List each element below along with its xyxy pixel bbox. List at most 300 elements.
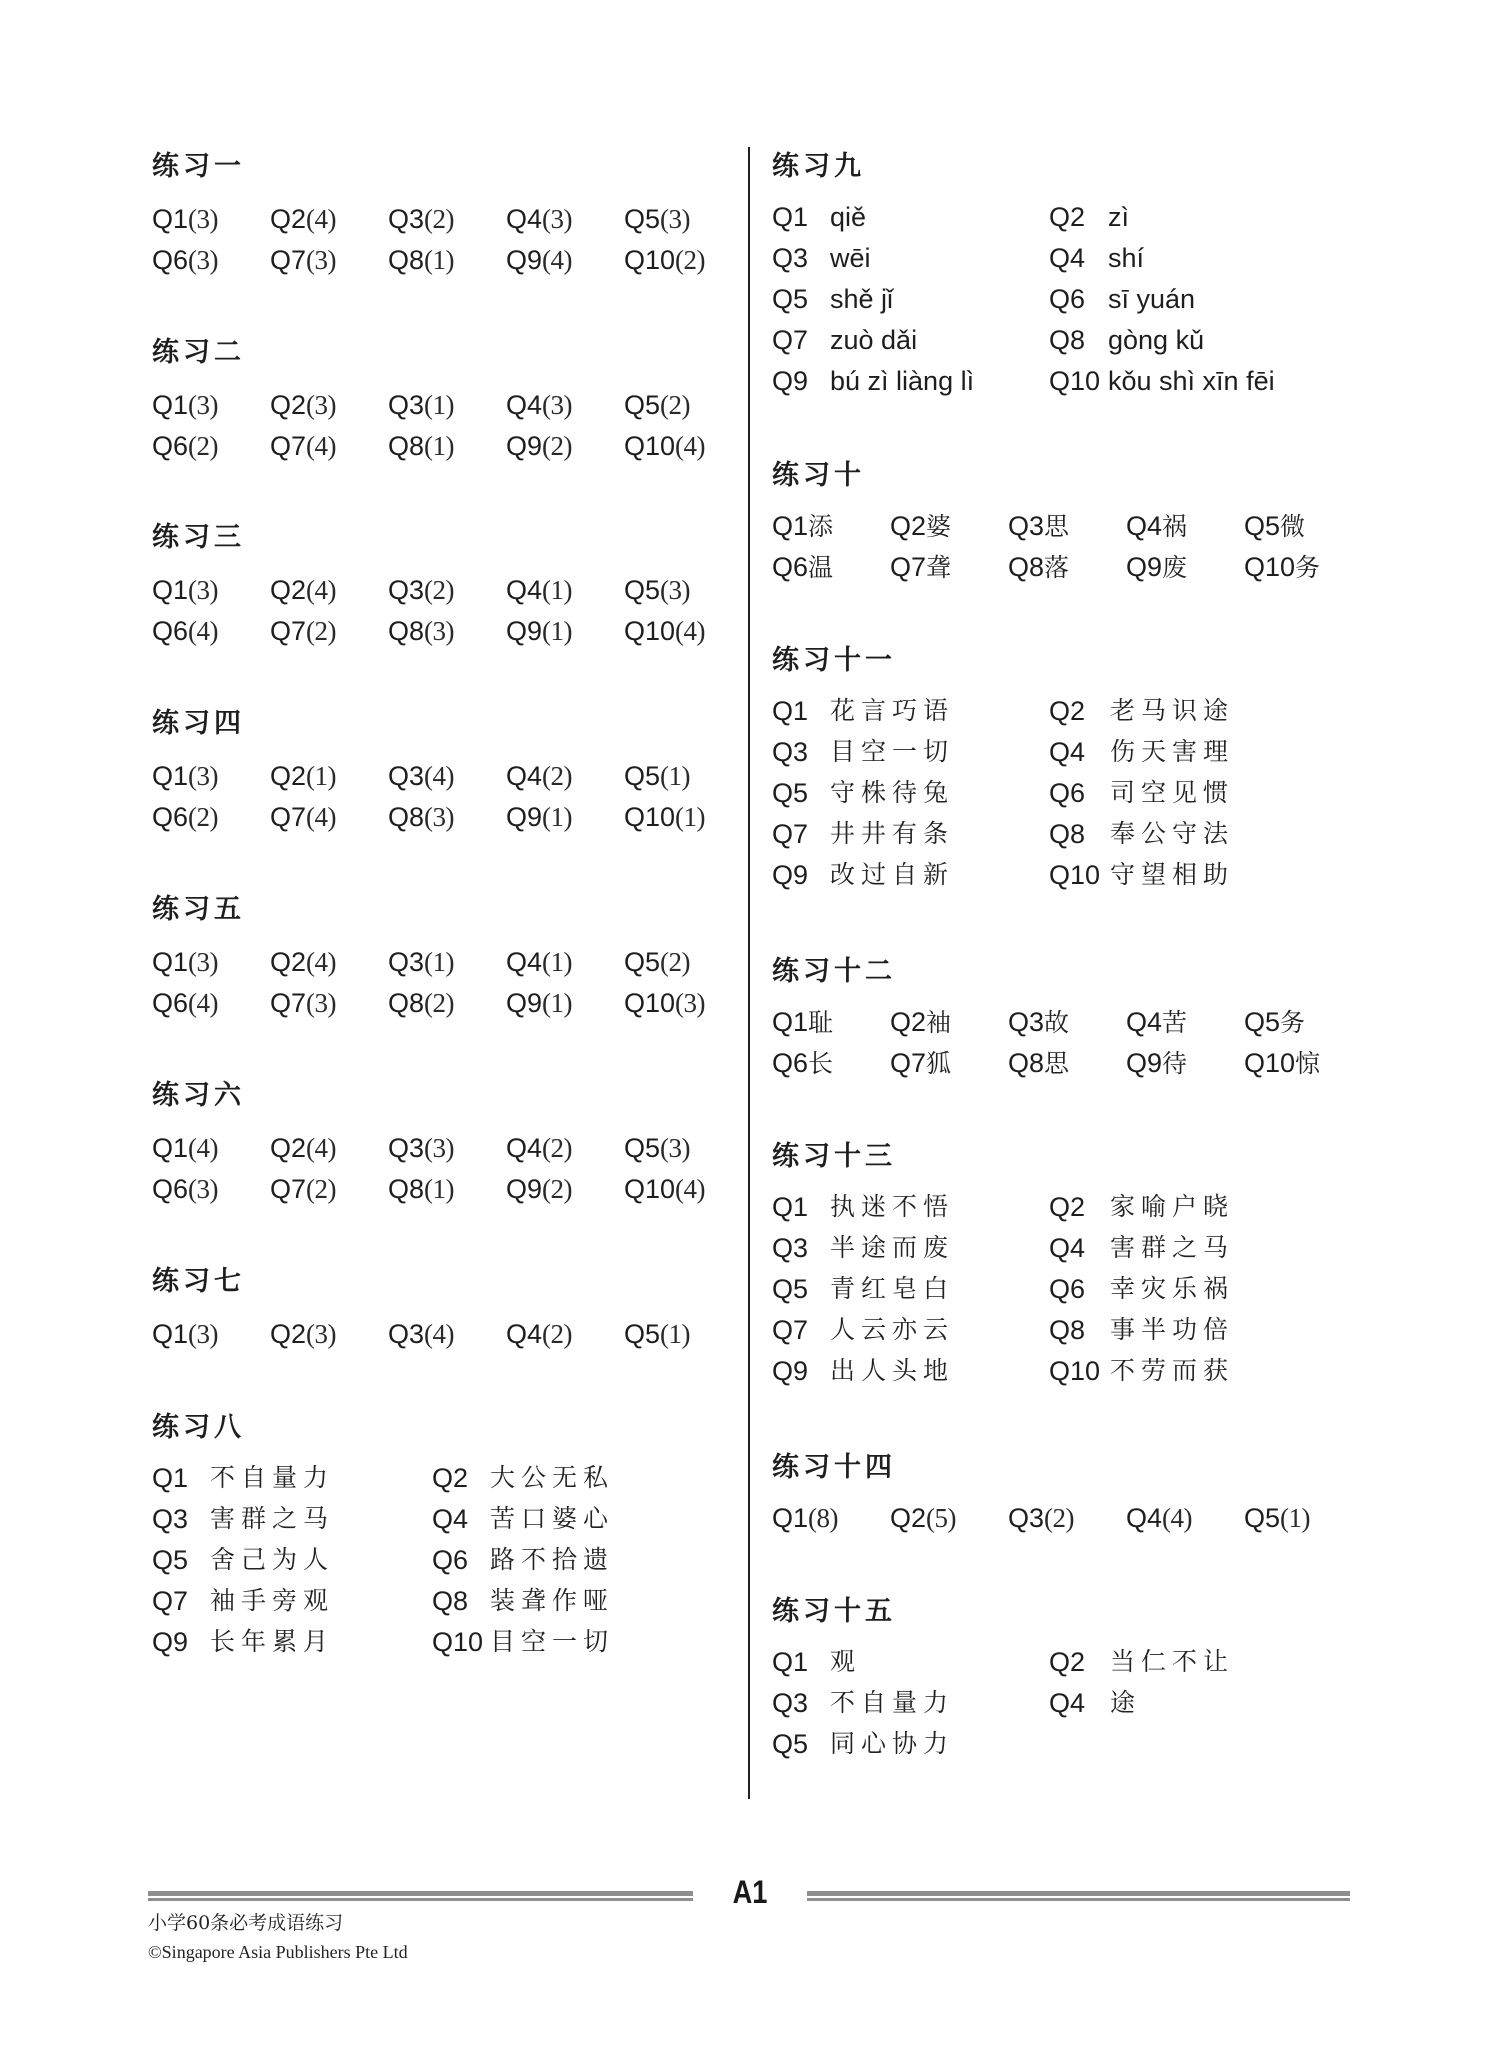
answer-item bbox=[1126, 509, 1187, 548]
question-label: Q8 bbox=[432, 1586, 469, 1616]
answer-value: 思 bbox=[1044, 512, 1070, 541]
answer-value: (4) bbox=[188, 988, 219, 1018]
answer-value: (4) bbox=[675, 1174, 706, 1204]
answer-value: (4) bbox=[306, 802, 337, 832]
answer-value: (3) bbox=[306, 245, 337, 275]
answer-item bbox=[624, 945, 690, 984]
answer-value: (1) bbox=[660, 761, 691, 791]
answer-item bbox=[388, 986, 454, 1025]
answer-item bbox=[152, 243, 218, 282]
answer-value: 务 bbox=[1280, 1008, 1306, 1037]
answer-item bbox=[152, 573, 218, 612]
question-label: Q1 bbox=[152, 761, 189, 791]
rule-thick bbox=[807, 1891, 1350, 1896]
question-label: Q2 bbox=[890, 1503, 927, 1533]
exercise-title: 练习十四 bbox=[772, 1452, 896, 1483]
answer-item bbox=[1008, 1046, 1069, 1085]
question-label: Q2 bbox=[1049, 696, 1086, 726]
answer-value: gòng kǔ bbox=[1108, 325, 1205, 355]
question-label: Q6 bbox=[152, 431, 189, 461]
question-label: Q6 bbox=[152, 245, 189, 275]
answer-value: (4) bbox=[306, 1133, 337, 1163]
answer-value: 惊 bbox=[1295, 1049, 1321, 1078]
answer-value: 苦 bbox=[1162, 1008, 1188, 1037]
answer-value: (1) bbox=[424, 947, 455, 977]
answer-value: 思 bbox=[1044, 1049, 1070, 1078]
question-label: Q6 bbox=[1049, 284, 1086, 314]
question-label: Q10 bbox=[624, 802, 676, 832]
question-label: Q1 bbox=[152, 575, 189, 605]
answer-value: 添 bbox=[808, 512, 834, 541]
question-label: Q6 bbox=[152, 988, 189, 1018]
answer-value: 长 bbox=[808, 1049, 834, 1078]
answer-value: 婆 bbox=[926, 512, 952, 541]
answer-value: 花言巧语 bbox=[830, 696, 955, 725]
question-label: Q8 bbox=[1049, 1315, 1086, 1345]
question-label: Q4 bbox=[1049, 1688, 1086, 1718]
exercise-title: 练习六 bbox=[152, 1080, 245, 1111]
answer-item bbox=[624, 614, 705, 653]
question-label: Q10 bbox=[624, 1174, 676, 1204]
question-label: Q2 bbox=[270, 1133, 307, 1163]
answer-item bbox=[1126, 1005, 1187, 1044]
answer-value: 微 bbox=[1280, 512, 1306, 541]
question-label: Q3 bbox=[1008, 511, 1045, 541]
answer-item bbox=[624, 1317, 690, 1356]
answer-item bbox=[1126, 1501, 1192, 1540]
answer-value: 老马识途 bbox=[1110, 696, 1235, 725]
answer-value: (3) bbox=[542, 204, 573, 234]
answer-item bbox=[270, 573, 336, 612]
answer-value: 半途而废 bbox=[830, 1233, 955, 1262]
question-label: Q7 bbox=[772, 819, 809, 849]
question-label: Q3 bbox=[388, 761, 425, 791]
question-label: Q5 bbox=[772, 1729, 809, 1759]
answer-value: 伤天害理 bbox=[1110, 737, 1235, 766]
question-label: Q7 bbox=[270, 988, 307, 1018]
answer-value: 守望相助 bbox=[1110, 860, 1235, 889]
answer-item bbox=[388, 800, 454, 839]
answer-item bbox=[388, 429, 454, 468]
answer-item bbox=[624, 573, 690, 612]
answer-value: (1) bbox=[675, 802, 706, 832]
answer-item bbox=[624, 1172, 705, 1211]
answer-item bbox=[890, 1005, 951, 1044]
question-label: Q4 bbox=[1049, 243, 1086, 273]
answer-value: (2) bbox=[424, 575, 455, 605]
answer-value: (3) bbox=[306, 390, 337, 420]
answer-item bbox=[506, 1131, 572, 1170]
answer-value: (3) bbox=[188, 204, 219, 234]
rule-thin bbox=[148, 1898, 693, 1901]
answer-value: 装聋作哑 bbox=[490, 1586, 615, 1615]
question-label: Q7 bbox=[772, 325, 809, 355]
answer-item bbox=[388, 573, 454, 612]
answer-item bbox=[772, 1501, 838, 1540]
rule-thick bbox=[148, 1891, 693, 1896]
question-label: Q4 bbox=[506, 1319, 543, 1349]
answer-value: 同心协力 bbox=[830, 1729, 955, 1758]
question-label: Q1 bbox=[152, 390, 189, 420]
answer-value: (3) bbox=[660, 575, 691, 605]
question-label: Q1 bbox=[152, 947, 189, 977]
answer-value: 务 bbox=[1295, 553, 1321, 582]
answer-value: (1) bbox=[542, 616, 573, 646]
question-label: Q3 bbox=[1008, 1503, 1045, 1533]
question-label: Q5 bbox=[772, 1274, 809, 1304]
answer-value: (1) bbox=[542, 988, 573, 1018]
answer-value: wēi bbox=[830, 243, 871, 273]
question-label: Q7 bbox=[890, 1048, 927, 1078]
answer-item bbox=[1008, 1501, 1074, 1540]
answer-value: 井井有条 bbox=[830, 819, 955, 848]
answer-value: (3) bbox=[188, 947, 219, 977]
answer-value: (1) bbox=[542, 575, 573, 605]
question-label: Q6 bbox=[152, 802, 189, 832]
footer-rule-right bbox=[807, 1891, 1350, 1901]
answer-item bbox=[506, 243, 572, 282]
answer-item bbox=[890, 1501, 956, 1540]
question-label: Q3 bbox=[772, 1233, 809, 1263]
rule-thin bbox=[807, 1898, 1350, 1901]
answer-item bbox=[506, 759, 572, 798]
copyright-notice: ©Singapore Asia Publishers Pte Ltd bbox=[148, 1942, 408, 1962]
answer-value: (4) bbox=[306, 947, 337, 977]
answer-item bbox=[1008, 550, 1069, 589]
answer-item bbox=[772, 1005, 833, 1044]
answer-value: sī yuán bbox=[1108, 284, 1196, 314]
question-label: Q4 bbox=[1049, 737, 1086, 767]
question-label: Q8 bbox=[388, 988, 425, 1018]
answer-value: 观 bbox=[830, 1647, 862, 1676]
answer-value: (8) bbox=[808, 1503, 839, 1533]
question-label: Q2 bbox=[270, 390, 307, 420]
answer-item bbox=[388, 1172, 454, 1211]
answer-value: (3) bbox=[188, 245, 219, 275]
answer-value: (2) bbox=[542, 1319, 573, 1349]
answer-value: 当仁不让 bbox=[1110, 1647, 1235, 1676]
answer-value: (5) bbox=[926, 1503, 957, 1533]
question-label: Q2 bbox=[1049, 1647, 1086, 1677]
answer-value: (3) bbox=[424, 1133, 455, 1163]
answer-value: shí bbox=[1108, 243, 1145, 273]
answer-value: (2) bbox=[188, 431, 219, 461]
answer-value: (4) bbox=[188, 1133, 219, 1163]
answer-item bbox=[1126, 550, 1187, 589]
answer-item bbox=[1008, 1005, 1069, 1044]
question-label: Q9 bbox=[506, 988, 543, 1018]
question-label: Q8 bbox=[388, 1174, 425, 1204]
question-label: Q3 bbox=[388, 1319, 425, 1349]
answer-value: 待 bbox=[1162, 1049, 1188, 1078]
answer-value: (1) bbox=[424, 431, 455, 461]
answer-value: (2) bbox=[1044, 1503, 1075, 1533]
answer-item bbox=[388, 388, 454, 427]
question-label: Q4 bbox=[432, 1504, 469, 1534]
answer-value: (3) bbox=[188, 1174, 219, 1204]
answer-value: 废 bbox=[1162, 553, 1188, 582]
question-label: Q1 bbox=[772, 696, 809, 726]
answer-value: (2) bbox=[542, 431, 573, 461]
answer-value: (1) bbox=[542, 947, 573, 977]
question-label: Q8 bbox=[1008, 552, 1045, 582]
question-label: Q6 bbox=[772, 552, 809, 582]
answer-item bbox=[624, 429, 705, 468]
exercise-title: 练习二 bbox=[152, 337, 245, 368]
answer-item bbox=[388, 243, 454, 282]
answer-item bbox=[270, 1317, 336, 1356]
answer-value: (4) bbox=[188, 616, 219, 646]
answer-value: 人云亦云 bbox=[830, 1315, 955, 1344]
answer-value: (4) bbox=[1162, 1503, 1193, 1533]
question-label: Q4 bbox=[506, 204, 543, 234]
answer-value: (2) bbox=[675, 245, 706, 275]
answer-item bbox=[1244, 509, 1305, 548]
answer-value: (1) bbox=[306, 761, 337, 791]
question-label: Q7 bbox=[270, 802, 307, 832]
exercise-title: 练习十五 bbox=[772, 1596, 896, 1627]
answer-item bbox=[506, 388, 572, 427]
question-label: Q8 bbox=[1049, 325, 1086, 355]
question-label: Q1 bbox=[772, 1503, 809, 1533]
answer-value: (3) bbox=[660, 204, 691, 234]
answer-item bbox=[388, 202, 454, 241]
exercise-title: 练习七 bbox=[152, 1266, 245, 1297]
answer-item bbox=[152, 1172, 218, 1211]
question-label: Q6 bbox=[432, 1545, 469, 1575]
question-label: Q10 bbox=[432, 1627, 484, 1657]
answer-value: kǒu shì xīn fēi bbox=[1108, 366, 1275, 396]
answer-item bbox=[1008, 509, 1069, 548]
answer-value: shě jǐ bbox=[830, 284, 894, 314]
answer-item bbox=[624, 243, 705, 282]
answer-item bbox=[152, 202, 218, 241]
answer-item bbox=[152, 1317, 218, 1356]
answer-item bbox=[890, 550, 951, 589]
answer-item bbox=[1244, 1501, 1310, 1540]
question-label: Q3 bbox=[388, 575, 425, 605]
question-label: Q10 bbox=[624, 988, 676, 1018]
answer-item bbox=[152, 1131, 218, 1170]
question-label: Q1 bbox=[772, 1007, 809, 1037]
answer-item bbox=[624, 202, 690, 241]
question-label: Q6 bbox=[1049, 778, 1086, 808]
question-label: Q2 bbox=[270, 1319, 307, 1349]
answer-value: 害群之马 bbox=[210, 1504, 335, 1533]
answer-item bbox=[270, 614, 336, 653]
question-label: Q1 bbox=[152, 1319, 189, 1349]
question-label: Q2 bbox=[432, 1463, 469, 1493]
exercise-title: 练习十 bbox=[772, 460, 865, 491]
book-title: 小学60条必考成语练习 bbox=[148, 1912, 344, 1934]
answer-value: 青红皂白 bbox=[830, 1274, 955, 1303]
question-label: Q7 bbox=[270, 616, 307, 646]
answer-value: (3) bbox=[424, 802, 455, 832]
answer-value: 大公无私 bbox=[490, 1463, 615, 1492]
answer-value: (4) bbox=[424, 1319, 455, 1349]
exercise-title: 练习十三 bbox=[772, 1141, 896, 1172]
question-label: Q4 bbox=[506, 1133, 543, 1163]
answer-value: (3) bbox=[660, 1133, 691, 1163]
answer-value: 奉公守法 bbox=[1110, 819, 1235, 848]
answer-value: 温 bbox=[808, 553, 834, 582]
question-label: Q3 bbox=[152, 1504, 189, 1534]
question-label: Q5 bbox=[772, 778, 809, 808]
exercise-title: 练习一 bbox=[152, 151, 245, 182]
answer-value: 事半功倍 bbox=[1110, 1315, 1235, 1344]
answer-value: 苦口婆心 bbox=[490, 1504, 615, 1533]
question-label: Q6 bbox=[772, 1048, 809, 1078]
question-label: Q5 bbox=[1244, 511, 1281, 541]
answer-value: (1) bbox=[424, 245, 455, 275]
question-label: Q2 bbox=[890, 1007, 927, 1037]
question-label: Q5 bbox=[624, 390, 661, 420]
column-divider bbox=[748, 147, 750, 1799]
answer-value: (1) bbox=[1280, 1503, 1311, 1533]
question-label: Q3 bbox=[772, 1688, 809, 1718]
answer-item bbox=[388, 1131, 454, 1170]
answer-value: 目空一切 bbox=[490, 1627, 615, 1656]
answer-item bbox=[152, 759, 218, 798]
question-label: Q8 bbox=[388, 616, 425, 646]
question-label: Q7 bbox=[270, 431, 307, 461]
answer-item bbox=[506, 429, 572, 468]
question-label: Q1 bbox=[152, 1133, 189, 1163]
question-label: Q4 bbox=[506, 390, 543, 420]
answer-value: 途 bbox=[1110, 1688, 1142, 1717]
answer-item bbox=[270, 1131, 336, 1170]
question-label: Q2 bbox=[270, 947, 307, 977]
question-label: Q9 bbox=[506, 802, 543, 832]
answer-item bbox=[772, 509, 833, 548]
answer-value: (3) bbox=[188, 761, 219, 791]
question-label: Q10 bbox=[1244, 552, 1296, 582]
answer-value: 落 bbox=[1044, 553, 1070, 582]
answer-item bbox=[152, 429, 218, 468]
question-label: Q3 bbox=[772, 243, 809, 273]
question-label: Q3 bbox=[388, 390, 425, 420]
question-label: Q5 bbox=[772, 284, 809, 314]
question-label: Q7 bbox=[270, 1174, 307, 1204]
question-label: Q4 bbox=[1126, 1503, 1163, 1533]
answer-item bbox=[270, 800, 336, 839]
question-label: Q7 bbox=[152, 1586, 189, 1616]
question-label: Q10 bbox=[1049, 860, 1101, 890]
question-label: Q2 bbox=[270, 761, 307, 791]
answer-item bbox=[624, 1131, 690, 1170]
question-label: Q3 bbox=[1008, 1007, 1045, 1037]
answer-item bbox=[270, 1172, 336, 1211]
question-label: Q6 bbox=[152, 1174, 189, 1204]
question-label: Q10 bbox=[1049, 1356, 1101, 1386]
question-label: Q5 bbox=[624, 947, 661, 977]
question-label: Q4 bbox=[1126, 511, 1163, 541]
answer-value: 不自量力 bbox=[830, 1688, 955, 1717]
answer-value: 目空一切 bbox=[830, 737, 955, 766]
answer-value: (3) bbox=[542, 390, 573, 420]
answer-item bbox=[624, 986, 705, 1025]
answer-value: (2) bbox=[306, 1174, 337, 1204]
answer-value: 出人头地 bbox=[830, 1356, 955, 1385]
question-label: Q2 bbox=[270, 204, 307, 234]
answer-item bbox=[506, 202, 572, 241]
answer-value: bú zì liàng lì bbox=[830, 366, 975, 396]
question-label: Q5 bbox=[1244, 1007, 1281, 1037]
answer-value: 不劳而获 bbox=[1110, 1356, 1235, 1385]
exercise-title: 练习十二 bbox=[772, 956, 896, 987]
answer-value: (4) bbox=[424, 761, 455, 791]
exercise-title: 练习三 bbox=[152, 522, 245, 553]
question-label: Q10 bbox=[1049, 366, 1101, 396]
answer-item bbox=[506, 1172, 572, 1211]
answer-value: zuò dǎi bbox=[830, 325, 918, 355]
answer-value: 路不拾遗 bbox=[490, 1545, 615, 1574]
answer-item bbox=[1126, 1046, 1187, 1085]
question-label: Q2 bbox=[1049, 1192, 1086, 1222]
answer-value: 狐 bbox=[926, 1049, 952, 1078]
answer-item bbox=[270, 986, 336, 1025]
answer-value: 袖手旁观 bbox=[210, 1586, 335, 1615]
question-label: Q5 bbox=[624, 204, 661, 234]
question-label: Q1 bbox=[772, 202, 809, 232]
question-label: Q2 bbox=[1049, 202, 1086, 232]
question-label: Q5 bbox=[1244, 1503, 1281, 1533]
answer-value: (4) bbox=[675, 431, 706, 461]
question-label: Q4 bbox=[1126, 1007, 1163, 1037]
question-label: Q5 bbox=[624, 1319, 661, 1349]
answer-item bbox=[152, 945, 218, 984]
answer-value: 执迷不悟 bbox=[830, 1192, 955, 1221]
answer-item bbox=[506, 573, 572, 612]
question-label: Q1 bbox=[772, 1192, 809, 1222]
answer-value: 守株待兔 bbox=[830, 778, 955, 807]
question-label: Q10 bbox=[624, 616, 676, 646]
question-label: Q10 bbox=[624, 431, 676, 461]
answer-item bbox=[772, 1046, 833, 1085]
answer-value: 长年累月 bbox=[210, 1627, 335, 1656]
question-label: Q9 bbox=[506, 245, 543, 275]
answer-value: (2) bbox=[188, 802, 219, 832]
question-label: Q10 bbox=[1244, 1048, 1296, 1078]
question-label: Q6 bbox=[1049, 1274, 1086, 1304]
question-label: Q7 bbox=[270, 245, 307, 275]
question-label: Q1 bbox=[772, 1647, 809, 1677]
answer-item bbox=[624, 800, 705, 839]
question-label: Q4 bbox=[506, 575, 543, 605]
answer-value: (3) bbox=[675, 988, 706, 1018]
answer-value: (2) bbox=[542, 1174, 573, 1204]
answer-item bbox=[506, 986, 572, 1025]
answer-item bbox=[270, 388, 336, 427]
answer-item bbox=[506, 614, 572, 653]
answer-item bbox=[152, 800, 218, 839]
question-label: Q3 bbox=[388, 1133, 425, 1163]
answer-value: (3) bbox=[188, 390, 219, 420]
question-label: Q9 bbox=[506, 616, 543, 646]
question-label: Q9 bbox=[1126, 552, 1163, 582]
answer-value: (2) bbox=[542, 761, 573, 791]
answer-value: 幸灾乐祸 bbox=[1110, 1274, 1235, 1303]
footer-rule-left bbox=[148, 1891, 693, 1901]
question-label: Q3 bbox=[388, 947, 425, 977]
answer-value: 聋 bbox=[926, 553, 952, 582]
question-label: Q5 bbox=[624, 575, 661, 605]
question-label: Q1 bbox=[152, 1463, 189, 1493]
answer-item bbox=[388, 945, 454, 984]
answer-value: 舍己为人 bbox=[210, 1545, 335, 1574]
answer-item bbox=[1244, 1046, 1320, 1085]
question-label: Q9 bbox=[772, 366, 809, 396]
